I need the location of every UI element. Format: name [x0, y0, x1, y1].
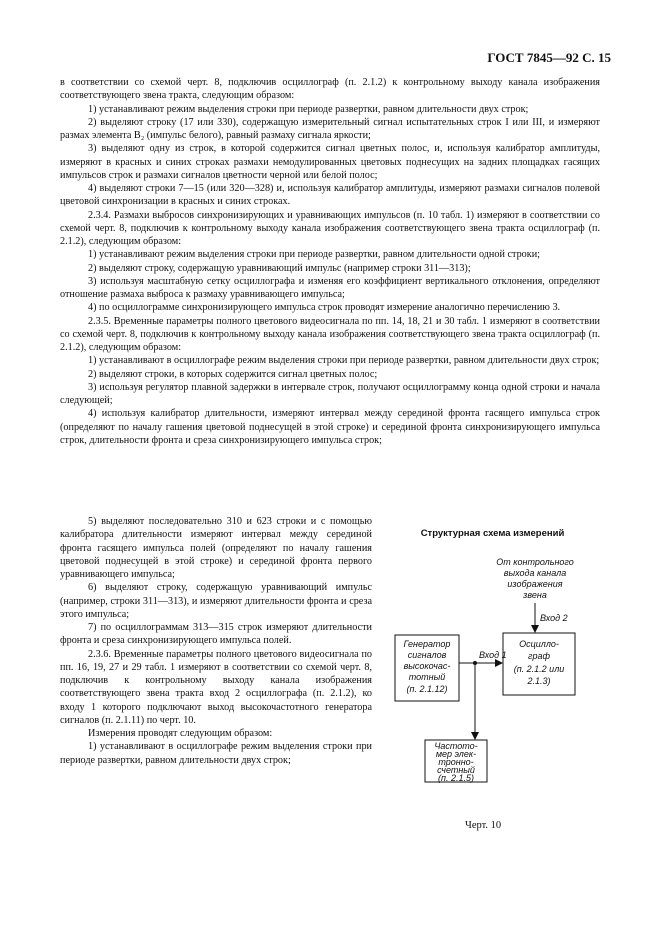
list-item: 2) выделяют строку (17 или 330), содержащую измерительный сигнал испытательных строк I или III, и измеряют размах элемента B₂ (импульс белого), равный размаху сигнала яркости;	[60, 116, 600, 141]
paragraph: Измерения проводят следующим образом:	[88, 728, 273, 739]
section-2-3-6: 2.3.6. Временные параметры полного цветового видеосигнала по пп. 16, 19, 27 и 29 табл. 1 измеряют в соответствии со схемой черт. 8, подключив к контрольному выходу канала изображения соответствующего звена тракта вход 2 осциллографа (п. 2.1.2), ко входу 1 которого подключают выход высокочастотного генератора сигналов (п. 2.1.11) по черт. 10.	[60, 648, 372, 726]
counter-label-line: Частото-	[434, 741, 478, 751]
counter-label-line: (п. 2.1.5)	[438, 773, 474, 783]
generator-label-line: Генератор	[403, 639, 451, 649]
list-item: 1) устанавливают в осциллографе режим выделения строки при периоде развертки, равном длительности двух строк;	[88, 355, 600, 367]
source-label-line: звена	[523, 590, 547, 600]
arrow-head	[531, 625, 539, 633]
generator-label-line: сигналов	[407, 650, 447, 660]
list-item: 3) используя регулятор плавной задержки в интервале строк, получают осциллограмму конца одной строки и начала следующей;	[60, 381, 600, 406]
body-text-left-column	[60, 515, 372, 767]
body-text-full-width	[60, 76, 600, 447]
list-item: 1) устанавливают в осциллографе режим выделения строки при периоде развертки, равном длительности двух строк;	[60, 741, 372, 766]
counter-label-line: счетный	[437, 765, 475, 775]
oscilloscope-label-line: граф	[528, 651, 550, 661]
list-item: 2) выделяют строки, в которых содержится сигнал цветных полос;	[88, 368, 378, 380]
input-2-label: Вход 2	[540, 613, 568, 623]
figure-title: Структурная схема измерений	[420, 528, 565, 539]
counter-label-line: тронно-	[438, 757, 474, 767]
counter-label-line: мер элек-	[435, 749, 477, 759]
page-header: ГОСТ 7845—92 С. 15	[487, 50, 611, 65]
generator-label-line: (п. 2.1.12)	[406, 684, 448, 694]
list-item: 5) выделяют последовательно 310 и 623 строки и с помощью калибратора длительности измеряют интервал между серединой фронта гасящего импульса полей (определяют по началу гашения цветовой поднесущей в этой строке) и серединой фронта первого уравнивающего импульса;	[60, 516, 372, 580]
figure-caption: Черт. 10	[465, 820, 502, 831]
list-item: 6) выделяют строку, содержащую уравнивающий импульс (например, строки 311—313), и измеряют длительности фронта и среза этого импульса;	[60, 582, 372, 620]
section-2-3-5: 2.3.5. Временные параметры полного цветового видеосигнала по пп. 14, 18, 21 и 30 табл. 1 измеряют в соответствии со схемой черт. 8, подключив к контрольному выходу канала изображения соответствующего звена тракта осциллограф (п. 2.1.2), следующим образом:	[60, 315, 600, 353]
input-1-label: Вход 1	[479, 650, 507, 660]
list-item: 4) выделяют строки 7—15 (или 320—328) и, используя калибратор амплитуды, измеряют размахи сигналов полевой цветовой синхронизации в красных и синих строках.	[60, 183, 600, 208]
generator-label-line: тотный	[408, 672, 446, 682]
source-label-line: От контрольного	[496, 557, 574, 567]
oscilloscope-label-line: Осцилло-	[519, 639, 559, 649]
list-item: 3) выделяют одну из строк, в которой содержится сигнал цветных полос, и, используя калибратор амплитуды, измеряют в красных и синих строках размахи немодулированных цветовых поднесущих на задних площадках гасящих импульсов строк и размахи сигналов цветности черной или белой полос;	[60, 143, 600, 181]
oscilloscope-label-line: 2.1.3)	[527, 676, 551, 686]
generator-label-line: высокочас-	[403, 661, 451, 671]
source-label-line: выхода канала	[503, 568, 567, 578]
list-item: 4) используя калибратор длительности, измеряют интервал между серединой фронта гасящего импульса строк (определяют по началу гашения цветовой поднесущей в этой строке) и серединой фронта синхронизирующего импульса строк, длительности фронта и среза синхронизирующего импульса строк;	[60, 408, 600, 446]
source-label-line: изображения	[507, 579, 563, 589]
list-item: 4) по осциллограмме синхронизирующего импульса строк проводят измерение аналогично перечислению 3.	[88, 302, 561, 314]
arrow-head	[495, 659, 503, 667]
paragraph: в соответствии со схемой черт. 8, подключив осциллограф (п. 2.1.2) к контрольному выходу канала изображения соответствующего звена тракта, следующим образом:	[60, 77, 600, 102]
oscilloscope-label-line: (п. 2.1.2 или	[513, 664, 565, 674]
list-item: 3) используя масштабную сетку осциллографа и изменяя его коэффициент вертикального отклонения, определяют отношение размаха выброса к размаху уравнивающего импульса;	[60, 275, 600, 300]
section-2-3-4: 2.3.4. Размахи выбросов синхронизирующих и уравнивающих импульсов (п. 10 табл. 1) измеряют в соответствии со схемой черт. 8, подключив к контрольному выходу канала изображения соответствующего звена тракта осциллограф (п. 2.1.2), следующим образом:	[60, 209, 600, 247]
list-item: 2) выделяют строку, содержащую уравнивающий импульс (например строки 311—313);	[88, 262, 471, 274]
list-item: 7) по осциллограммам 313—315 строк измеряют длительности фронта и среза синхронизирующего импульса полей.	[60, 622, 372, 647]
list-item: 1) устанавливают режим выделения строки при периоде развертки, равном длительности двух строк;	[88, 103, 529, 115]
measurement-block-diagram	[385, 545, 600, 785]
arrow-head	[471, 732, 479, 740]
list-item: 1) устанавливают режим выделения строки при периоде развертки, равном длительности одной строки;	[88, 249, 540, 261]
